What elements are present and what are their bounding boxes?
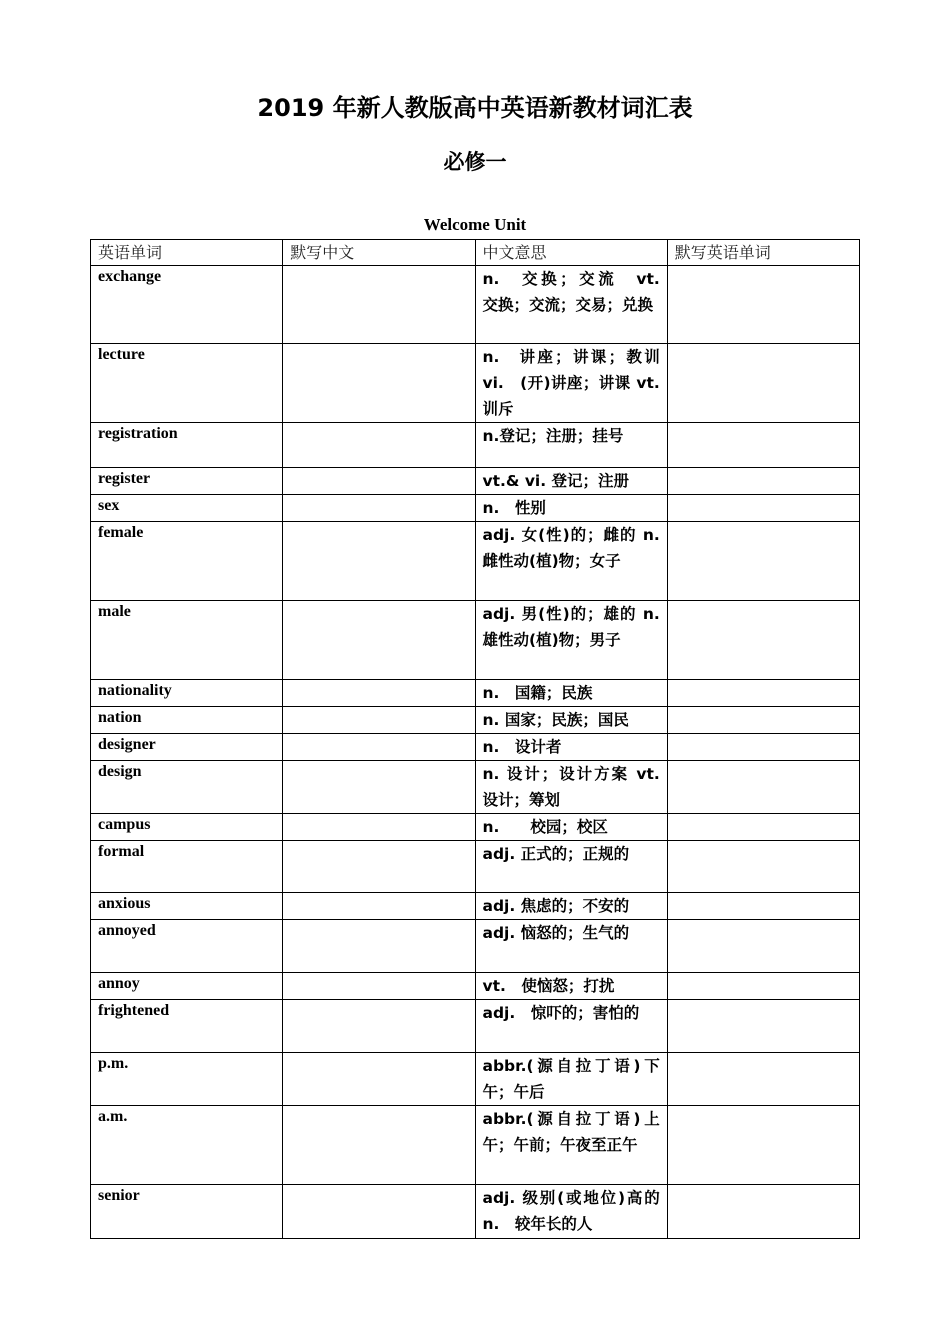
write-english-cell[interactable]	[667, 468, 859, 495]
write-english-cell[interactable]	[667, 522, 859, 601]
write-chinese-cell[interactable]	[283, 344, 475, 423]
write-english-cell[interactable]	[667, 1185, 859, 1239]
write-english-cell[interactable]	[667, 973, 859, 1000]
meaning-cell: n. 讲座；讲课；教训 vi. (开)讲座；讲课 vt. 训斥	[475, 344, 667, 423]
meaning-cell: n. 国籍；民族	[475, 680, 667, 707]
document-title: 2019 年新人教版高中英语新教材词汇表	[257, 94, 693, 122]
word-cell: frightened	[91, 1000, 283, 1053]
meaning-cell: adj. 焦虑的；不安的	[475, 893, 667, 920]
table-row	[91, 893, 860, 920]
table-row	[91, 1000, 860, 1053]
table-row	[91, 814, 860, 841]
write-chinese-cell[interactable]	[283, 1053, 475, 1106]
write-english-cell[interactable]	[667, 841, 859, 893]
write-english-cell[interactable]	[667, 893, 859, 920]
meaning-cell: adj. 级别(或地位)高的 n. 较年长的人	[475, 1185, 667, 1239]
word-cell: sex	[91, 495, 283, 522]
word-cell: p.m.	[91, 1053, 283, 1106]
write-chinese-cell[interactable]	[283, 423, 475, 468]
write-english-cell[interactable]	[667, 707, 859, 734]
write-english-cell[interactable]	[667, 734, 859, 761]
write-chinese-cell[interactable]	[283, 893, 475, 920]
meaning-cell: adj. 惊吓的；害怕的	[475, 1000, 667, 1053]
meaning-cell: adj. 女(性)的；雌的 n. 雌性动(植)物；女子	[475, 522, 667, 601]
write-english-cell[interactable]	[667, 266, 859, 344]
write-english-cell[interactable]	[667, 680, 859, 707]
meaning-cell: adj. 恼怒的；生气的	[475, 920, 667, 973]
meaning-cell: abbr.(源自拉丁语)上午；午前；午夜至正午	[475, 1106, 667, 1185]
meaning-cell: n. 设计；设计方案 vt. 设计；筹划	[475, 761, 667, 814]
word-cell: nation	[91, 707, 283, 734]
table-row	[91, 841, 860, 893]
write-chinese-cell[interactable]	[283, 920, 475, 973]
write-english-cell[interactable]	[667, 1000, 859, 1053]
word-cell: design	[91, 761, 283, 814]
document-subtitle: 必修一	[443, 150, 507, 174]
word-cell: nationality	[91, 680, 283, 707]
write-chinese-cell[interactable]	[283, 522, 475, 601]
word-cell: register	[91, 468, 283, 495]
write-english-cell[interactable]	[667, 344, 859, 423]
header-english-word: 英语单词	[91, 240, 283, 266]
word-cell: registration	[91, 423, 283, 468]
write-chinese-cell[interactable]	[283, 841, 475, 893]
write-chinese-cell[interactable]	[283, 601, 475, 680]
word-cell: anxious	[91, 893, 283, 920]
header-chinese-meaning: 中文意思	[475, 240, 667, 266]
word-cell: annoy	[91, 973, 283, 1000]
table-row	[91, 601, 860, 680]
write-english-cell[interactable]	[667, 423, 859, 468]
word-cell: formal	[91, 841, 283, 893]
table-row	[91, 761, 860, 814]
write-chinese-cell[interactable]	[283, 1106, 475, 1185]
write-english-cell[interactable]	[667, 1053, 859, 1106]
meaning-cell: n. 国家；民族；国民	[475, 707, 667, 734]
unit-heading: Welcome Unit	[423, 215, 527, 234]
word-cell: lecture	[91, 344, 283, 423]
meaning-cell: n. 校园；校区	[475, 814, 667, 841]
write-chinese-cell[interactable]	[283, 707, 475, 734]
meaning-cell: n. 性别	[475, 495, 667, 522]
word-cell: exchange	[91, 266, 283, 344]
word-cell: designer	[91, 734, 283, 761]
write-english-cell[interactable]	[667, 814, 859, 841]
table-row	[91, 1053, 860, 1106]
vocabulary-table	[90, 239, 860, 1239]
meaning-cell: adj. 正式的；正规的	[475, 841, 667, 893]
write-english-cell[interactable]	[667, 920, 859, 973]
meaning-cell: vt.& vi. 登记；注册	[475, 468, 667, 495]
header-write-chinese: 默写中文	[283, 240, 475, 266]
meaning-cell: n.登记；注册；挂号	[475, 423, 667, 468]
word-cell: annoyed	[91, 920, 283, 973]
table-row	[91, 344, 860, 423]
word-cell: a.m.	[91, 1106, 283, 1185]
table-row	[91, 734, 860, 761]
word-cell: female	[91, 522, 283, 601]
write-chinese-cell[interactable]	[283, 468, 475, 495]
write-chinese-cell[interactable]	[283, 266, 475, 344]
table-row	[91, 522, 860, 601]
meaning-cell: vt. 使恼怒；打扰	[475, 973, 667, 1000]
word-cell: campus	[91, 814, 283, 841]
table-row	[91, 1106, 860, 1185]
table-row	[91, 495, 860, 522]
write-english-cell[interactable]	[667, 495, 859, 522]
meaning-cell: adj. 男(性)的；雄的 n. 雄性动(植)物；男子	[475, 601, 667, 680]
write-chinese-cell[interactable]	[283, 1000, 475, 1053]
write-english-cell[interactable]	[667, 761, 859, 814]
write-chinese-cell[interactable]	[283, 734, 475, 761]
word-cell: male	[91, 601, 283, 680]
meaning-cell: n. 交换；交流 vt. 交换；交流；交易；兑换	[475, 266, 667, 344]
write-chinese-cell[interactable]	[283, 973, 475, 1000]
write-chinese-cell[interactable]	[283, 814, 475, 841]
table-row	[91, 920, 860, 973]
table-row	[91, 266, 860, 344]
write-english-cell[interactable]	[667, 601, 859, 680]
meaning-cell: abbr.(源自拉丁语)下午；午后	[475, 1053, 667, 1106]
table-row	[91, 468, 860, 495]
table-header-row	[91, 240, 860, 266]
write-chinese-cell[interactable]	[283, 1185, 475, 1239]
table-row	[91, 707, 860, 734]
table-row	[91, 680, 860, 707]
table-row	[91, 423, 860, 468]
write-english-cell[interactable]	[667, 1106, 859, 1185]
table-row	[91, 973, 860, 1000]
header-write-english: 默写英语单词	[667, 240, 859, 266]
word-cell: senior	[91, 1185, 283, 1239]
write-chinese-cell[interactable]	[283, 761, 475, 814]
write-chinese-cell[interactable]	[283, 495, 475, 522]
meaning-cell: n. 设计者	[475, 734, 667, 761]
write-chinese-cell[interactable]	[283, 680, 475, 707]
table-row	[91, 1185, 860, 1239]
